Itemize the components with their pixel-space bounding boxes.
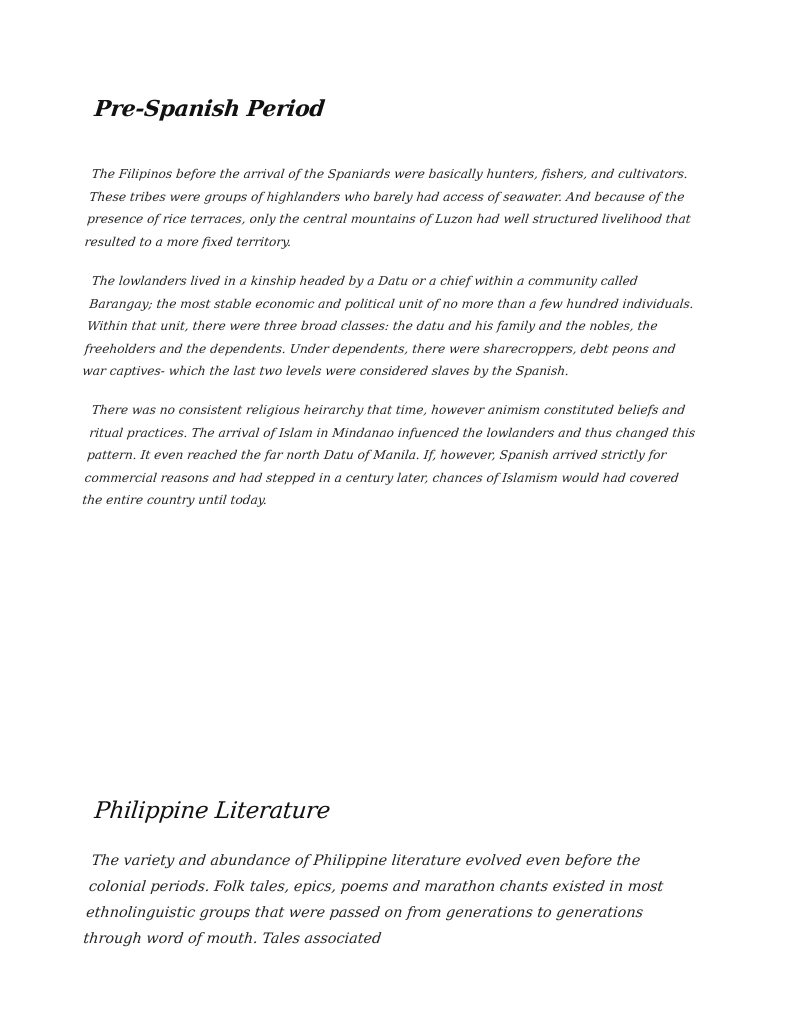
paragraph: The variety and abundance of Philippine literature evolved even before the colonial periods. Folk tales, epics, poems and marathon chants existed in most ethnolinguistic groups that were passed on from generations to generations through word of mouth. Tales associated	[82, 853, 665, 947]
section-heading: Philippine Literature	[93, 798, 332, 824]
section-philippine-literature	[82, 796, 703, 952]
paragraph: The Filipinos before the arrival of the Spaniards were basically hunters, fishers, and cultivators. These tribes were groups of highlanders who barely had access of seawater. And because of the presence of rice terraces, only the central mountains of Luzon had well structured livelihood that resulted to a more fixed territory.	[84, 167, 692, 249]
section-pre-spanish-period	[81, 94, 703, 511]
section-heading: Pre-Spanish Period	[93, 96, 326, 122]
paragraph: The lowlanders lived in a kinship headed by a Datu or a chief within a community called Barangay; the most stable economic and political unit of no more than a few hundred individuals. Within that unit, there were three broad classes: the datu and his family and the nobles, the freeholders and the dependents. Under dependents, there were sharecroppers, debt peons and war captives- which the last two levels were considered slaves by the Spanish.	[81, 274, 695, 378]
paragraph: There was no consistent religious heirarchy that time, however animism constituted beliefs and ritual practices. The arrival of Islam in Mindanao infuenced the lowlanders and thus changed this pattern. It even reached the far north Datu of Manila. If, however, Spanish arrived strictly for commercial reasons and had stepped in a century later, chances of Islamism would had covered the entire country until today.	[81, 402, 696, 507]
